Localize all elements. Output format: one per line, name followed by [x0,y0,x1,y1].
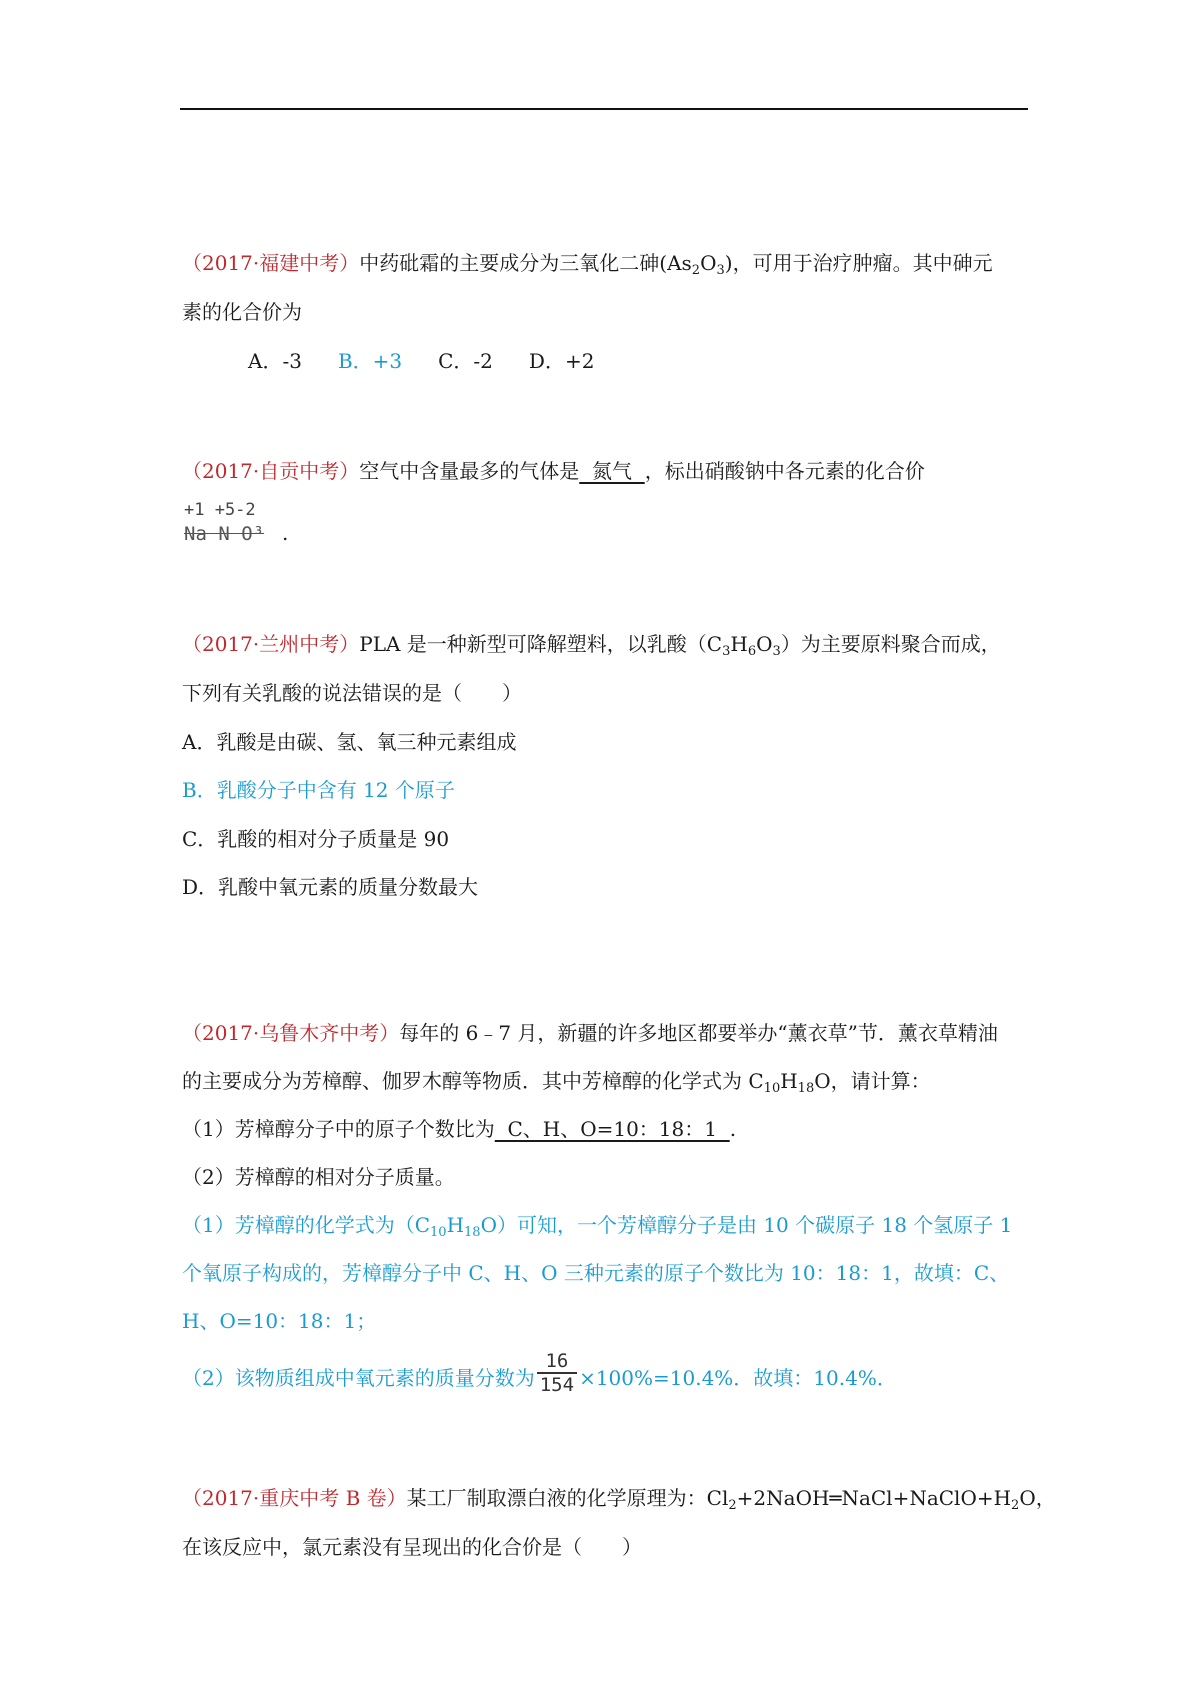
q1-option-c: C．-2 [438,349,493,373]
q4-solution2: （2）该物质组成中氧元素的质量分数为 $\frac{16}{154}$ ×100%=10.4%．故填：10.4%． [182,1349,897,1396]
q4-solution1-line3: H、O=10：18：1； [182,1309,377,1333]
q1-options [248,346,1030,376]
q2-formula-image: Na N O³ [184,523,265,545]
q2-valence-marks: +1 +5-2 [184,500,256,520]
q1-option-a: A．-3 [248,349,302,373]
q1-option-d: D．+2 [528,349,595,373]
q2-end: . [282,521,289,545]
q3-line2: 下列有关乳酸的说法错误的是（ ） [182,681,522,705]
q4-line1: （2017·乌鲁木齐中考）每年的 6﹣7 月，新疆的许多地区都要举办“薰衣草”节．薰衣草精油 [182,1021,998,1045]
q3-option-d: D．乳酸中氧元素的质量分数最大 [182,875,479,899]
q4-sub2: （2）芳樟醇的相对分子质量。 [182,1165,455,1189]
q2-line1: （2017·自贡中考）空气中含量最多的气体是 氮气 ，标出硝酸钠中各元素的化合价 [182,456,1030,486]
q5-line2: 在该反应中，氯元素没有呈现出的化合价是（ ） [182,1535,642,1559]
q1-line1: （2017·福建中考）中药砒霜的主要成分为三氧化二砷$(As_2O_3)$，可用于治疗肿瘤。其中砷元 [182,251,993,278]
q1-line2: 素的化合价为 [182,300,302,324]
q4-sub1: （1）芳樟醇分子中的原子个数比为 C、H、O=10：18：1 . [182,1114,1030,1144]
q1-option-b: B．+3 [337,349,403,373]
q4-fraction: $\frac{16}{154}$ [537,1350,577,1396]
q5-source: （2017·重庆中考 B 卷） [182,1486,407,1510]
q1-source: （2017·福建中考） [182,251,360,275]
q2-answer: 氮气 [579,459,645,483]
q4-source: （2017·乌鲁木齐中考） [182,1021,400,1045]
q3-option-a: A．乳酸是由碳、氢、氧三种元素组成 [182,730,517,754]
header-rule [180,108,1028,110]
q3-option-b: B．乳酸分子中含有 12 个原子 [182,778,455,802]
q5-line1: （2017·重庆中考 B 卷）某工厂制取漂白液的化学原理为：$Cl_2+2NaOH═NaCl+NaClO+H_2O$， [182,1486,1056,1513]
q2-source: （2017·自贡中考） [182,459,360,483]
q4-sub1-answer: C、H、O=10：18：1 [494,1117,730,1141]
q4-solution1-line1: （1）芳樟醇的化学式为$(C_{10}H_{18}O)$可知，一个芳樟醇分子是由 10 个碳原子 18 个氢原子 1 [182,1213,1013,1240]
q3-source: （2017·兰州中考） [182,632,360,656]
q3-line1: （2017·兰州中考）PLA 是一种新型可降解塑料，以乳酸$(C_3H_6O_3)$为主要原料聚合而成， [182,632,1001,659]
q4-line2: 的主要成分为芳樟醇、伽罗木醇等物质．其中芳樟醇的化学式为 $C_{10}H_{18}O$，请计算： [182,1069,931,1096]
q4-solution1-line2: 个氧原子构成的，芳樟醇分子中 C、H、O 三种元素的原子个数比为 10：18：1，故填：C、 [182,1261,1010,1285]
q3-option-c: C．乳酸的相对分子质量是 90 [182,827,450,851]
